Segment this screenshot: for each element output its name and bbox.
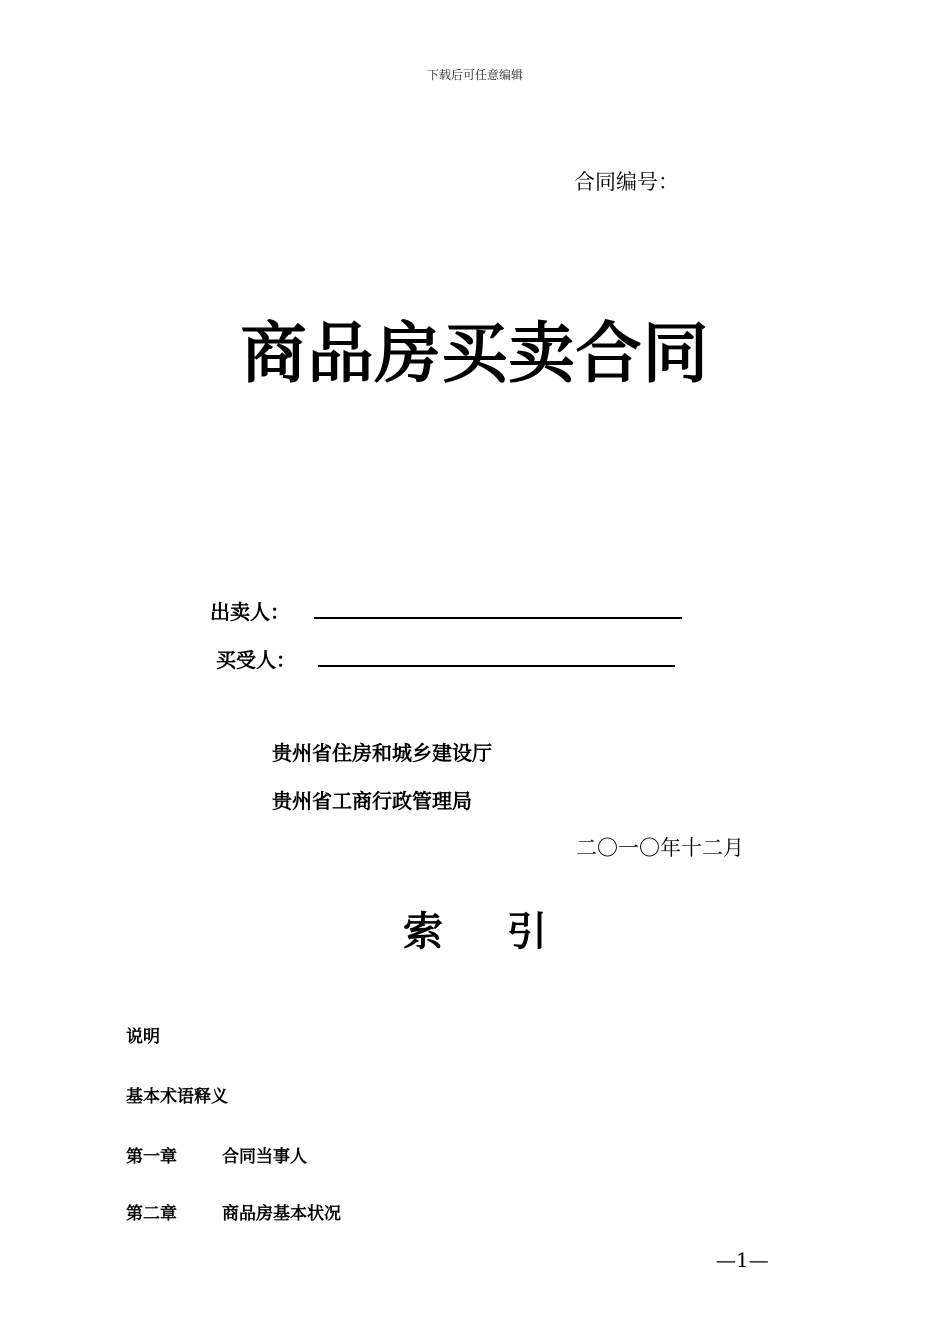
toc-chapter-number: 第二章 (126, 1204, 177, 1224)
issuer-commerce-bureau: 贵州省工商行政管理局 (272, 789, 472, 813)
index-heading-char-1: 索 (403, 909, 443, 955)
contract-number-label: 合同编号： (574, 170, 679, 194)
toc-item-terms (126, 1082, 228, 1107)
buyer-blank-line (318, 647, 675, 667)
document-title: 商品房买卖合同 (240, 315, 710, 392)
toc-item-label: 基本术语释义 (126, 1087, 228, 1107)
buyer-row (216, 644, 675, 673)
toc-chapter-title: 商品房基本状况 (222, 1204, 341, 1224)
toc-chapter-number: 第一章 (126, 1147, 177, 1167)
buyer-label: 买受人： (216, 648, 296, 672)
toc-item-chapter-2 (126, 1199, 341, 1224)
header-note: 下载后可任意编辑 (426, 68, 523, 82)
toc-chapter-title: 合同当事人 (222, 1147, 307, 1167)
toc-item-explanation (126, 1022, 160, 1047)
toc-item-label: 说明 (126, 1027, 160, 1047)
index-heading (0, 900, 950, 957)
toc-item-chapter-1 (126, 1142, 307, 1167)
seller-row (210, 596, 682, 625)
page-number: —1— (716, 1248, 769, 1272)
index-heading-char-2: 引 (507, 909, 547, 955)
seller-blank-line (314, 599, 682, 619)
issue-date: 二〇一〇年十二月 (576, 836, 744, 860)
issuer-housing-department: 贵州省住房和城乡建设厅 (272, 741, 492, 765)
seller-label: 出卖人： (210, 600, 290, 624)
